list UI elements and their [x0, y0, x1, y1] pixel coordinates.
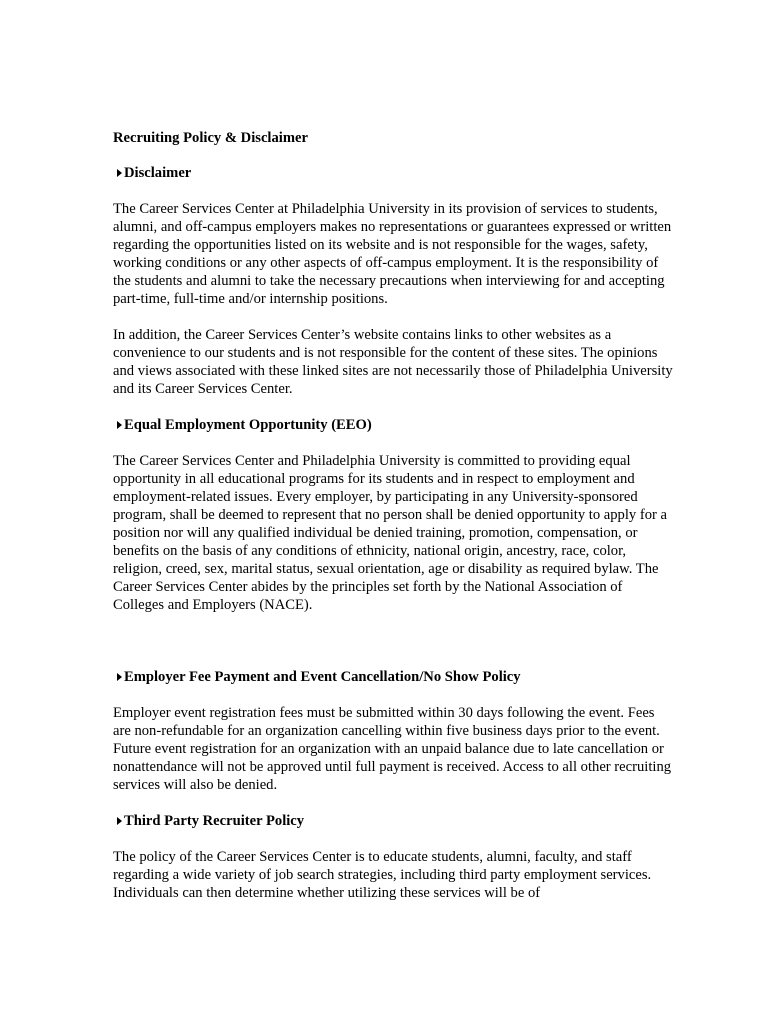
triangle-right-icon [117, 421, 122, 429]
section-heading-eeo [113, 416, 673, 434]
document-page [113, 129, 673, 920]
section-heading-label: Third Party Recruiter Policy [124, 813, 305, 829]
paragraph: In addition, the Career Services Center’s website contains links to other websites as a convenience to our students and is not responsible for the content of these sites. The opinions and views associated with these linked sites are not necessarily those of Philadelphia University and its Career Services Center. [113, 327, 673, 397]
section-heading-label: Equal Employment Opportunity (EEO) [124, 417, 372, 433]
paragraph: The Career Services Center and Philadelphia University is committed to providing equal opportunity in all educational programs for its students and in respect to employment and employment-related issues. Every employer, by participating in any University-sponsored program, shall be deemed to represent that no person shall be denied opportunity to apply for a position nor will any qualified individual be denied training, promotion, compensation, or benefits on the basis of any conditions of ethnicity, national origin, ancestry, race, color, religion, creed, sex, marital status, sexual orientation, age or disability as required bylaw. The Career Services Center abides by the principles set forth by the National Association of Colleges and Employers (NACE). [113, 453, 667, 613]
document-title: Recruiting Policy & Disclaimer [113, 130, 308, 146]
triangle-right-icon [117, 673, 122, 681]
triangle-right-icon [117, 817, 122, 825]
paragraph: The policy of the Career Services Center is to educate students, alumni, faculty, and staff regarding a wide variety of job search strategies, including third party employment services. Individuals can then determine whether utilizing these services will be of [113, 849, 652, 901]
section-heading-label: Disclaimer [124, 165, 192, 181]
section-heading-label: Employer Fee Payment and Event Cancellation/No Show Policy [124, 669, 521, 685]
section-heading-fee-policy [113, 668, 673, 686]
section-heading-disclaimer [113, 164, 673, 182]
paragraph: Employer event registration fees must be submitted within 30 days following the event. Fees are non-refundable for an organization cancelling within five business days prior to the event. Future event registration for an organization with an unpaid balance due to late cancellation or nonattendance will not be approved until full payment is received. Access to all other recruiting services will also be denied. [113, 705, 672, 793]
spacer [113, 632, 673, 668]
section-heading-third-party [113, 812, 673, 830]
paragraph: The Career Services Center at Philadelphia University in its provision of services to students, alumni, and off-campus employers makes no representations or guarantees expressed or written regarding the opportunities listed on its website and is not responsible for the wages, safety, working conditions or any other aspects of off-campus employment. It is the responsibility of the students and alumni to take the necessary precautions when interviewing for and accepting part-time, full-time and/or internship positions. [113, 201, 672, 307]
triangle-right-icon [117, 169, 122, 177]
